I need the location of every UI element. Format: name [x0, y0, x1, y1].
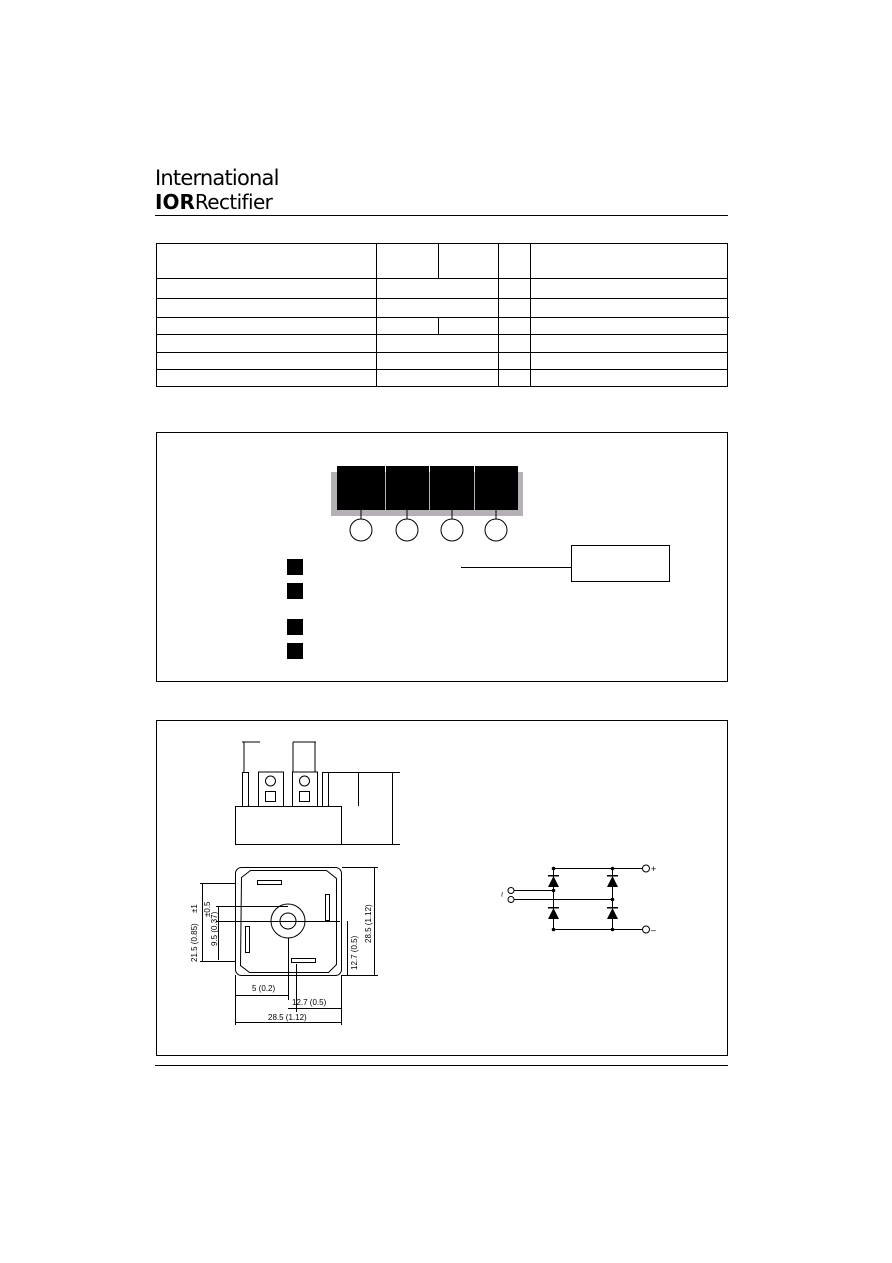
- dim-height-tol: ±1: [190, 904, 199, 913]
- dim-offset-h: 5 (0.2): [252, 984, 276, 993]
- side-view: [236, 742, 401, 845]
- dim-pitch-h: 12.7 (0.5): [292, 998, 327, 1007]
- dim-pitch-v: 12.7 (0.5): [350, 935, 359, 970]
- brand-rectifier: Rectifier: [194, 190, 273, 214]
- ac-pin-label: ~: [497, 891, 507, 897]
- bridge-circuit: [508, 865, 650, 933]
- dim-width-v: 28.5 (1.12): [364, 904, 373, 943]
- positive-pin-label: +: [651, 864, 657, 874]
- footer-rule: [155, 1065, 728, 1066]
- dim-width-h: 28.5 (1.12): [268, 1013, 307, 1022]
- ior-logo-icon: IOR: [155, 190, 195, 214]
- dim-height-tol2: ±0.5: [203, 901, 212, 917]
- negative-pin-label: –: [651, 925, 657, 935]
- dim-offset-1: 9.5 (0.37): [210, 911, 219, 946]
- dim-height-inner: 21.5 (0.85): [190, 923, 199, 962]
- brand-name-line1: International: [155, 166, 279, 190]
